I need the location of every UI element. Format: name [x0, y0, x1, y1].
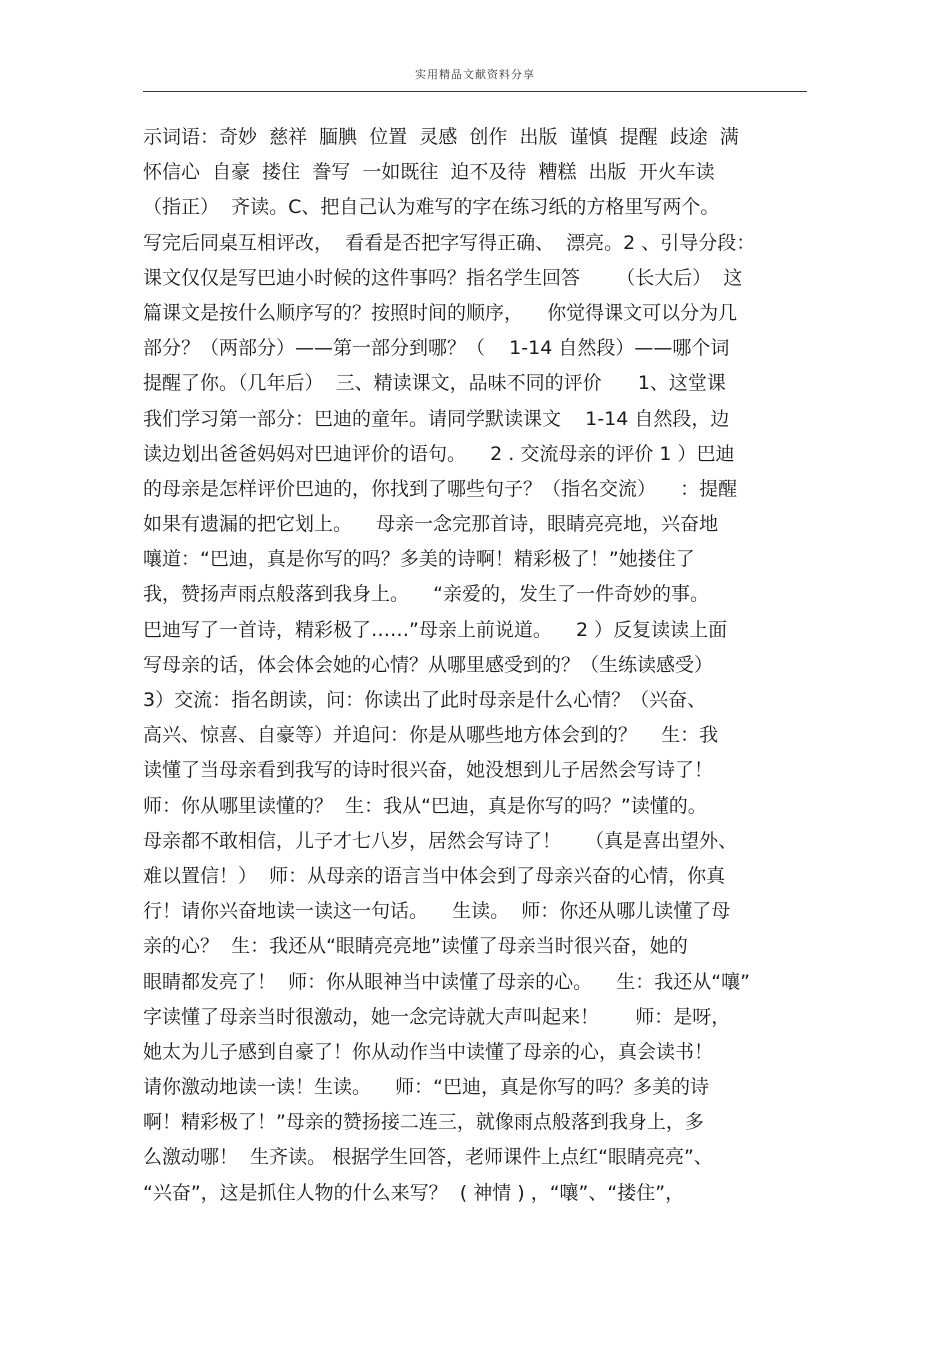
text-line: 写完后同桌互相评改， 看看是否把字写得正确、 漂亮。2 、引导分段： [143, 231, 756, 254]
text-line: 眼睛都发亮了！ 师：你从眼神当中读懂了母亲的心。 生：我还从“嚷” [143, 970, 750, 993]
text-line: 提醒了你。（几年后） 三、精读课文，品味不同的评价 1、这堂课 [143, 372, 726, 395]
text-line: （指正） 齐读。C、把自己认为难写的字在练习纸的方格里写两个。 [143, 196, 720, 219]
text-line: 怀信心 自豪 搂住 誊写 一如既往 迫不及待 糟糕 出版 开火车读 [143, 161, 715, 184]
text-line: 篇课文是按什么顺序写的？按照时间的顺序， 你觉得课文可以分为几 [143, 301, 738, 324]
text-line: 高兴、惊喜、自豪等）并追问：你是从哪些地方体会到的？ 生：我 [143, 724, 719, 747]
text-line: 如果有遗漏的把它划上。 母亲一念完那首诗，眼睛亮亮地，兴奋地 [143, 513, 719, 536]
text-line: 读懂了当母亲看到我写的诗时很兴奋，她没想到儿子居然会写诗了！ [143, 759, 714, 782]
header-title: 实用精品文献资料分享 [415, 68, 535, 81]
text-line: 行！请你兴奋地读一读这一句话。 生读。 师：你还从哪儿读懂了母 [143, 900, 731, 923]
text-line: 我们学习第一部分：巴迪的童年。请同学默读课文 1-14 自然段，边 [143, 407, 730, 430]
text-line: 巴迪写了一首诗，精彩极了……”母亲上前说道。 2 ）反复读读上面 [143, 618, 728, 641]
document-body [143, 120, 823, 1211]
text-line: 3）交流：指名朗读，问：你读出了此时母亲是什么心情？（兴奋、 [143, 689, 707, 711]
header-divider [143, 91, 807, 92]
text-line: 请你激动地读一读！生读。 师：“巴迪，真是你写的吗？多美的诗 [143, 1076, 710, 1099]
text-line: 部分？（两部分）——第一部分到哪？（ 1-14 自然段）——哪个词 [143, 337, 730, 360]
text-line: 她太为儿子感到自豪了！你从动作当中读懂了母亲的心，真会读书！ [143, 1040, 714, 1063]
text-line: 示词语：奇妙 慈祥 腼腆 位置 灵感 创作 出版 谨慎 提醒 歧途 满 [143, 126, 739, 148]
text-line: 的母亲是怎样评价巴迪的，你找到了哪些句子？（指名交流） ：提醒 [143, 477, 738, 500]
text-line: 嚷道：“巴迪，真是你写的吗？多美的诗啊！精彩极了！”她搂住了 [143, 548, 695, 571]
text-line: 我，赞扬声雨点般落到我身上。 “亲爱的，发生了一件奇妙的事。 [143, 583, 710, 606]
page-header [143, 66, 807, 82]
text-line: 字读懂了母亲当时很激动，她一念完诗就大声叫起来！ 师：是呀， [143, 1005, 731, 1028]
text-line: 写母亲的话，体会体会她的心情？从哪里感受到的？（生练读感受） [143, 653, 714, 676]
text-line: 读边划出爸爸妈妈对巴迪评价的语句。 2 . 交流母亲的评价 1 ）巴迪 [143, 442, 735, 465]
text-line: 亲的心？ 生：我还从“眼睛亮亮地”读懂了母亲当时很兴奋，她的 [143, 935, 688, 958]
text-line: 母亲都不敢相信，儿子才七八岁，居然会写诗了！ （真是喜出望外、 [143, 829, 738, 852]
text-line: 么激动哪！ 生齐读。 根据学生回答，老师课件上点红“眼睛亮亮”、 [143, 1146, 713, 1169]
text-line: 难以置信！） 师：从母亲的语言当中体会到了母亲兴奋的心情，你真 [143, 864, 726, 887]
text-line: 啊！精彩极了！”母亲的赞扬接二连三，就像雨点般落到我身上，多 [143, 1111, 704, 1134]
text-line: “兴奋”，这是抓住人物的什么来写？ ( 神情 ) ，“嚷”、“搂住”， [143, 1181, 685, 1204]
text-line: 课文仅仅是写巴迪小时候的这件事吗？指名学生回答 （长大后） 这 [143, 266, 743, 289]
text-line: 师：你从哪里读懂的？ 生：我从“巴迪，真是你写的吗？”读懂的。 [143, 794, 707, 817]
